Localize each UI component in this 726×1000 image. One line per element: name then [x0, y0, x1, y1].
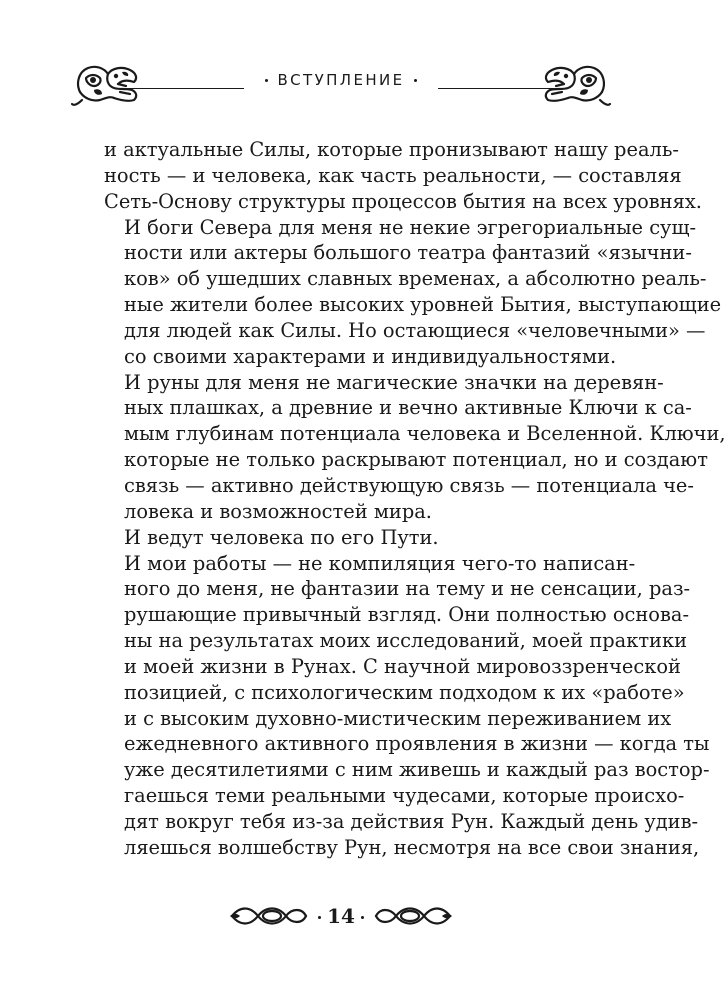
header-title-group	[244, 68, 438, 92]
dragon-head-right-icon	[540, 56, 610, 108]
text-line: ежедневного активного проявления в жизни — когда ты	[124, 732, 710, 756]
text-line: дят вокруг тебя из-за действия Рун. Каждый день удив-	[124, 809, 699, 833]
text-line: ности или актеры большого театра фантазий «язычни-	[124, 241, 692, 265]
text-line: ков» об ушедших славных временах, а абсолютно реаль-	[124, 267, 707, 291]
text-line: рушающие привычный взгляд. Они полностью основа-	[124, 603, 689, 627]
page-number: 14	[327, 904, 355, 928]
running-header	[72, 56, 610, 116]
dragon-head-left-icon	[72, 56, 142, 108]
text-line: ляешься волшебству Рун, несмотря на все свои знания,	[124, 835, 700, 859]
chapter-title: ВСТУПЛЕНИЕ	[277, 71, 405, 89]
text-line: гаешься теми реальными чудесами, которые происхо-	[124, 784, 685, 808]
text-line: связь — активно действующую связь — потенциала че-	[124, 473, 694, 497]
text-line: позицией, с психологическим подходом к их «работе»	[124, 680, 685, 704]
text-line: уже десятилетиями с ним живешь и каждый раз востор-	[124, 758, 710, 782]
paragraph	[104, 215, 722, 370]
text-line: которые не только раскрывают потенциал, но и создают	[124, 448, 708, 472]
paragraph	[104, 525, 578, 551]
text-line: И руны для меня не магические значки на деревян-	[124, 370, 664, 394]
text-line: и моей жизни в Рунах. С научной мировоззренческой	[124, 654, 681, 678]
paragraph	[104, 551, 710, 861]
text-line: ловека и возможностей мира.	[124, 499, 432, 523]
text-line: И ведут человека по его Пути.	[124, 525, 439, 549]
body-text	[104, 137, 726, 861]
celtic-knot-left-icon	[230, 904, 310, 928]
text-line: И боги Севера для меня не некие эгрегориальные сущ-	[124, 215, 697, 239]
page-footer	[230, 900, 452, 932]
text-line: ного до меня, не фантазии на тему и не сенсации, раз-	[124, 577, 691, 601]
text-line: со своими характерами и индивидуальностями.	[124, 344, 617, 368]
text-line: и с высоким духовно-мистическим переживанием их	[124, 706, 672, 730]
text-line: ные жители более высоких уровней Бытия, выступающие	[124, 293, 722, 317]
header-dot-right	[414, 79, 417, 82]
text-line: и актуальные Силы, которые пронизывают нашу реаль-	[104, 138, 679, 161]
page-number-group	[310, 902, 372, 930]
header-dot-left	[265, 79, 268, 82]
text-line: для людей как Силы. Но остающиеся «человечными» —	[124, 318, 706, 342]
text-line: мым глубинам потенциала человека и Вселенной. Ключи,	[124, 422, 726, 446]
footer-dot-left	[318, 916, 321, 919]
text-line: И мои работы — не компиляция чего-то написан-	[124, 551, 636, 575]
footer-dot-right	[361, 916, 364, 919]
text-line: ны на результатах моих исследований, моей практики	[124, 629, 688, 653]
paragraph	[104, 137, 702, 215]
text-line: ность — и человека, как часть реальности, — составляя	[104, 163, 682, 187]
text-line: ных плашках, а древние и вечно активные Ключи к са-	[124, 396, 692, 420]
celtic-knot-right-icon	[372, 904, 452, 928]
text-line: Сеть-Основу структуры процессов бытия на всех уровнях.	[104, 189, 702, 213]
paragraph	[104, 370, 726, 525]
